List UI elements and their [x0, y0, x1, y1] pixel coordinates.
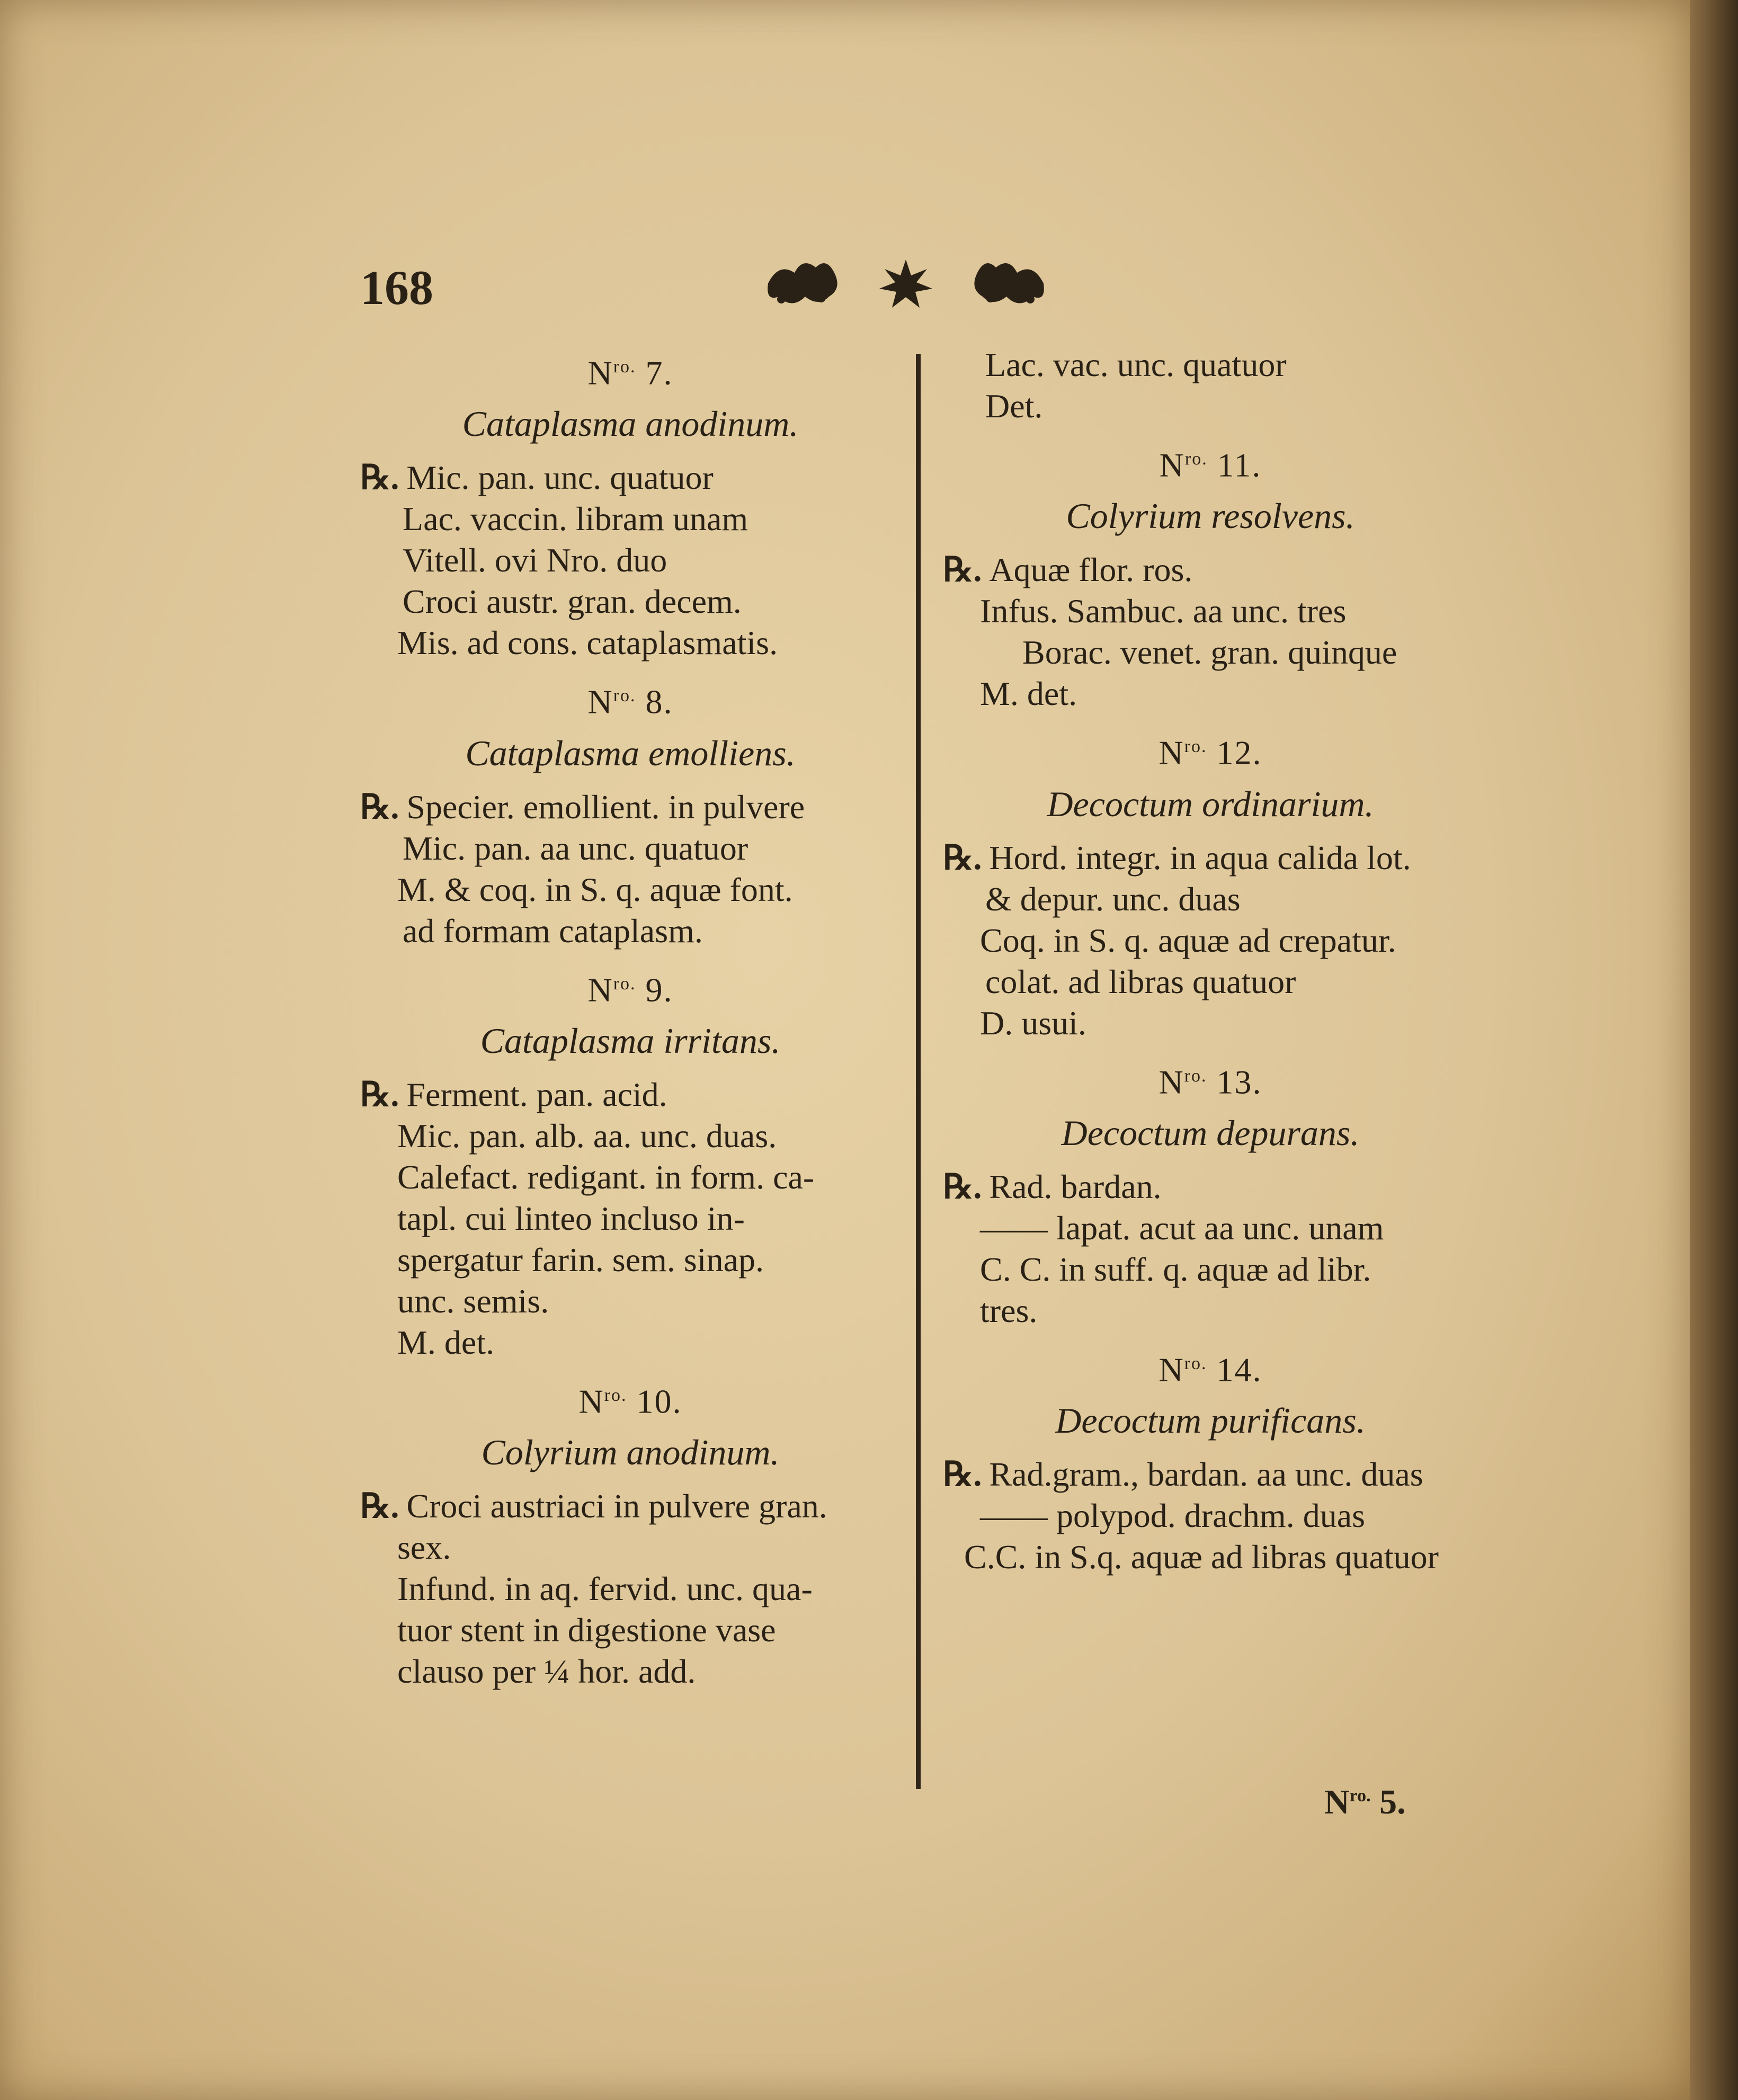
- page-header: [0, 254, 1690, 318]
- recipe-line: ℞. Mic. pan. unc. quatuor: [360, 459, 714, 497]
- recipe-entry-11: [943, 439, 1478, 714]
- recipe-symbol: ℞.: [360, 459, 399, 497]
- recipe-symbol: ℞.: [943, 551, 982, 589]
- continuation-line: Lac. vac. unc. quatuor: [985, 346, 1287, 383]
- recipe-line: M. det.: [397, 1323, 495, 1361]
- recipe-line: unc. semis.: [397, 1282, 549, 1320]
- left-column: [360, 344, 901, 1692]
- recipe-line: M. & coq. in S. q. aquæ font.: [397, 870, 793, 908]
- recipe-line: ℞. Rad. bardan.: [943, 1167, 1162, 1205]
- recipe-line: Coq. in S. q. aquæ ad crepatur.: [980, 921, 1396, 959]
- recipe-symbol: ℞.: [943, 1167, 982, 1205]
- recipe-title: Decoctum ordinarium.: [1047, 783, 1374, 824]
- floral-star-ornament-icon: [752, 254, 1059, 312]
- recipe-line: D. usui.: [980, 1004, 1086, 1042]
- recipe-line: ℞. Aquæ flor. ros.: [943, 551, 1193, 589]
- recipe-line: tuor stent in digestione vase: [397, 1611, 776, 1649]
- recipe-title: Cataplasma emolliens.: [465, 732, 796, 773]
- recipe-line: Mic. pan. alb. aa. unc. duas.: [397, 1116, 777, 1155]
- recipe-symbol: ℞.: [360, 1487, 399, 1525]
- recipe-symbol: ℞.: [943, 1455, 982, 1494]
- recipe-line: Lac. vaccin. libram unam: [403, 500, 748, 538]
- recipe-title: Decoctum depurans.: [1061, 1112, 1360, 1153]
- recipe-number: $N^{ro.}$ 12.: [1158, 734, 1262, 772]
- recipe-line: & depur. unc. duas: [985, 880, 1241, 918]
- recipe-line: Mic. pan. aa unc. quatuor: [403, 829, 748, 867]
- recipe-line: ℞. Rad.gram., bardan. aa unc. duas: [943, 1455, 1423, 1494]
- recipe-line: Infus. Sambuc. aa unc. tres: [980, 592, 1347, 630]
- recipe-title: Decoctum purificans.: [1055, 1400, 1366, 1441]
- recipe-line: ad formam cataplasm.: [403, 912, 703, 950]
- recipe-line: Infund. in aq. fervid. unc. qua-: [397, 1570, 813, 1608]
- recipe-line: tapl. cui linteo incluso in-: [397, 1199, 745, 1237]
- recipe-entry-10: [360, 1375, 901, 1692]
- recipe-number: $N^{ro.}$ 11.: [1159, 446, 1262, 484]
- recipe-line: C. C. in suff. q. aquæ ad libr.: [980, 1250, 1371, 1288]
- recipe-line: clauso per ¼ hor. add.: [397, 1652, 696, 1691]
- recipe-number: $N^{ro.}$ 8.: [587, 683, 673, 721]
- column-divider: [916, 354, 921, 1789]
- recipe-line: Calefact. redigant. in form. ca-: [397, 1158, 815, 1196]
- recipe-number: $N^{ro.}$ 10.: [578, 1382, 682, 1420]
- recipe-line: spergatur farin. sem. sinap.: [397, 1240, 764, 1279]
- recipe-line: tres.: [980, 1291, 1038, 1329]
- recipe-line: —— polypod. drachm. duas: [980, 1497, 1365, 1535]
- recipe-line: Borac. venet. gran. quinque: [1022, 633, 1397, 672]
- recipe-symbol: ℞.: [360, 788, 399, 826]
- recipe-number: $N^{ro.}$ 14.: [1158, 1351, 1262, 1389]
- page-number: 168: [360, 261, 433, 315]
- recipe-number: $N^{ro.}$ 13.: [1158, 1062, 1262, 1101]
- recipe-line: sex.: [397, 1529, 451, 1567]
- recipe-line: ℞. Croci austriaci in pulvere gran.: [360, 1487, 827, 1525]
- catchword: $N^{ro.}$ 5.: [1324, 1783, 1406, 1821]
- recipe-title: Cataplasma irritans.: [480, 1020, 781, 1061]
- recipe-line: C.C. in S.q. aquæ ad libras quatuor: [964, 1538, 1439, 1576]
- recipe-line: M. det.: [980, 675, 1077, 713]
- right-column: [943, 344, 1478, 1578]
- recipe-entry-9: [360, 963, 901, 1363]
- recipe-entry-8: [360, 675, 901, 951]
- recipe-line: —— lapat. acut aa unc. unam: [980, 1209, 1384, 1247]
- recipe-entry-14: [943, 1343, 1478, 1578]
- recipe-number: $N^{ro.}$ 9.: [587, 970, 673, 1008]
- recipe-line: ℞. Specier. emollient. in pulvere: [360, 788, 805, 826]
- continuation-line: Det.: [985, 387, 1043, 425]
- recipe-line: ℞. Hord. integr. in aqua calida lot.: [943, 838, 1411, 877]
- recipe-title: Cataplasma anodinum.: [462, 404, 799, 444]
- recipe-line: ℞. Ferment. pan. acid.: [360, 1075, 667, 1113]
- recipe-entry-7: [360, 346, 901, 664]
- recipe-entry-13: [943, 1056, 1478, 1332]
- recipe-entry-12: [943, 726, 1478, 1043]
- recipe-symbol: ℞.: [943, 838, 982, 877]
- recipe-number: $N^{ro.}$ 7.: [587, 354, 673, 392]
- recipe-line: colat. ad libras quatuor: [985, 962, 1296, 1000]
- recipe-title: Colyrium anodinum.: [481, 1432, 780, 1473]
- recipe-symbol: ℞.: [360, 1075, 399, 1113]
- recipe-line: Vitell. ovi Nro. duo: [403, 541, 667, 579]
- book-gutter: [1690, 0, 1738, 2100]
- recipe-line: Croci austr. gran. decem.: [403, 583, 742, 621]
- recipe-title: Colyrium resolvens.: [1066, 496, 1355, 537]
- recipe-line: Mis. ad cons. cataplasmatis.: [397, 624, 778, 662]
